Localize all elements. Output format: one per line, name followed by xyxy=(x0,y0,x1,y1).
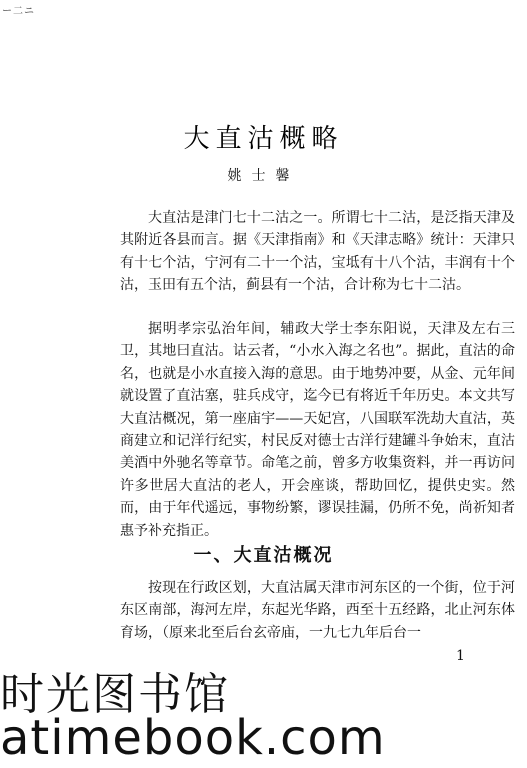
corner-mark: ー二ニ xyxy=(2,6,35,17)
watermark-url: atimebook.com xyxy=(0,710,386,766)
paragraph-intro: 大直沽是津门七十二沽之一。所谓七十二沽，是泛指天津及其附近各县而言。据《天津指南》和《天津志略》统计：天津只有十七个沽，宁河有二十一个沽，宝坻有十八个沽，丰润有十个沽，玉田有五个沽，蓟县有一个沽，合计称为七十二沽。 xyxy=(120,210,515,294)
section-heading: 一、大直沽概况 xyxy=(193,545,334,566)
author-name: 姚士馨 xyxy=(227,168,300,184)
watermark-chinese: 时光图书馆 xyxy=(0,669,230,720)
paragraph-history: 据明孝宗弘治年间，辅政大学士李东阳说，天津及左右三卫，其地曰直沽。诂云者，“小水入海之名也”。据此，直沽的命名，也就是小水直接入海的意思。由于地势冲要，从金、元年间就设置了直沽塞，驻兵戍守，迄今已有将近千年历史。本文共写大直沽概况，第一座庙宇——天妃宫，八国联军洗劫大直沽，英商建立和记洋行纪实，村民反对德士古洋行建罐斗争始末，直沽美酒中外驰名等章节。命笔之前，曾多方收集资料，并一再访问许多世居大直沽的老人，开会座谈，帮助回忆，提供史实。然而，由于年代遥远，事物纷繁，谬误挂漏，仍所不免，尚祈知者惠予补充指正。 xyxy=(120,321,515,539)
page-number: 1 xyxy=(456,648,465,664)
article-title: 大直沽概略 xyxy=(183,124,344,154)
paragraph-section-1: 按现在行政区划，大直沽属天津市河东区的一个街，位于河东区南部，海河左岸，东起光华路，西至十五经路，北止河东体育场，（原来北至后台玄帝庙，一九七九年后台一 xyxy=(120,580,515,641)
